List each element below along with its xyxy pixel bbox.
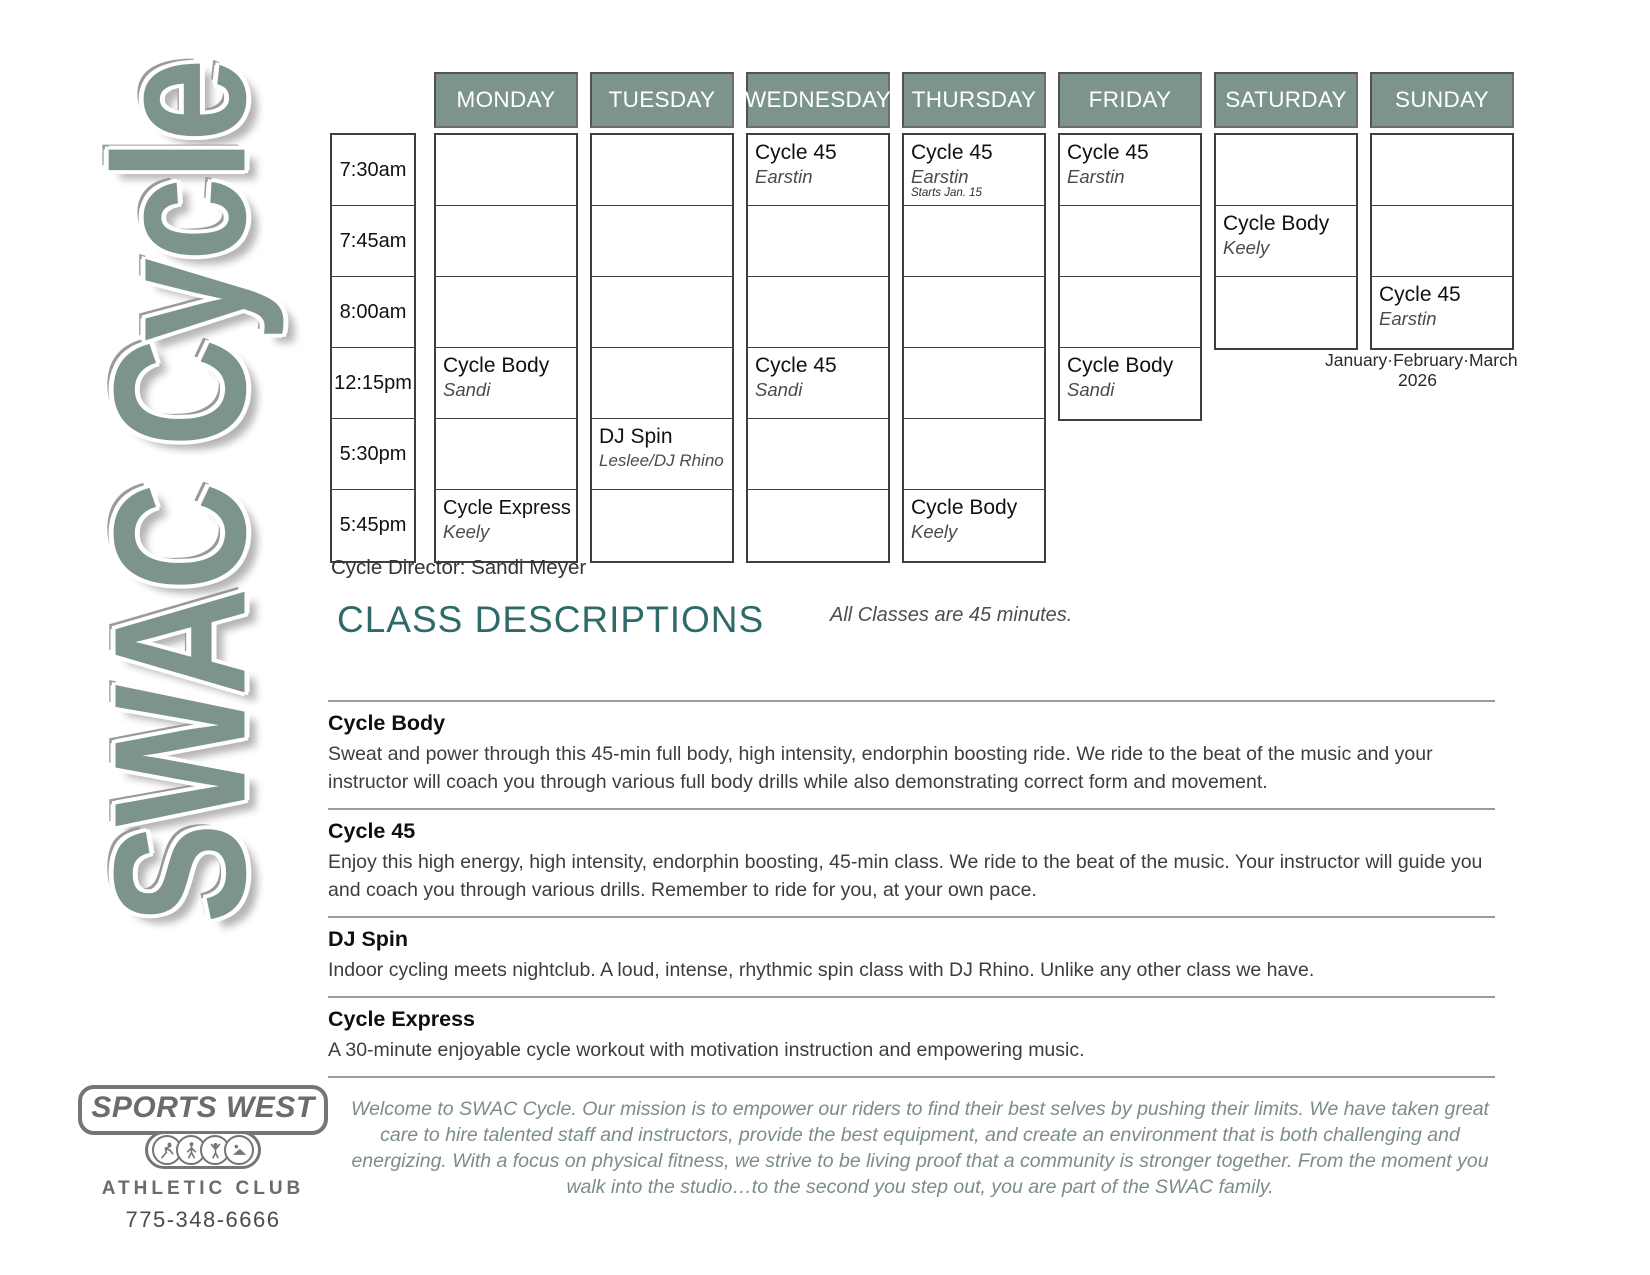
season-year: 2026 <box>1398 370 1437 390</box>
class-title: Cycle 45 <box>1379 283 1461 306</box>
day-header-tuesday: TUESDAY <box>590 72 734 128</box>
class-instructor: Sandi <box>443 379 491 400</box>
logo-sport-icons <box>145 1131 261 1169</box>
class-title: Cycle 45 <box>755 141 837 164</box>
time-label: 12:15pm <box>332 348 414 419</box>
cell-monday-545pm <box>436 490 576 561</box>
column-monday <box>434 72 578 563</box>
description-title: DJ Spin <box>328 927 409 951</box>
cell-sunday-730am <box>1372 135 1512 206</box>
swimmer-icon <box>224 1135 254 1165</box>
time-label: 5:30pm <box>332 419 414 490</box>
sports-west-logo <box>78 1085 328 1233</box>
season-label <box>1325 350 1518 390</box>
description-text: A 30-minute enjoyable cycle workout with motivation instruction and empowering music. <box>328 1039 1085 1061</box>
class-title: Cycle Body <box>443 354 550 377</box>
cell-tuesday-800am <box>592 277 732 348</box>
day-header-wednesday: WEDNESDAY <box>746 72 890 128</box>
class-instructor: Leslee/DJ Rhino <box>599 451 724 470</box>
class-instructor: Keely <box>443 521 490 542</box>
cell-monday-530pm <box>436 419 576 490</box>
description-title: Cycle Body <box>328 711 446 735</box>
cell-tuesday-745am <box>592 206 732 277</box>
cell-sunday-745am <box>1372 206 1512 277</box>
time-label: 8:00am <box>332 277 414 348</box>
description-text: Sweat and power through this 45-min full body, high intensity, endorphin boosting ride. We ride to the beat of the music and your instructor will coach you through various full body drills while also demonstrating correct form and movement. <box>328 743 1433 793</box>
class-title: Cycle Body <box>1067 354 1174 377</box>
season-months: January·February·March <box>1325 350 1518 370</box>
class-note: Starts Jan. 15 <box>911 187 982 199</box>
class-instructor: Earstin <box>911 166 969 187</box>
day-header-friday: FRIDAY <box>1058 72 1202 128</box>
class-instructor: Sandi <box>755 379 803 400</box>
description-title: Cycle Express <box>328 1007 476 1031</box>
cell-sunday-800am <box>1372 277 1512 348</box>
class-descriptions <box>328 700 1495 1078</box>
column-tuesday <box>590 72 734 563</box>
time-label: 5:45pm <box>339 514 407 536</box>
class-title: Cycle Body <box>911 496 1018 519</box>
cell-tuesday-530pm <box>592 419 732 490</box>
day-header-thursday: THURSDAY <box>902 72 1046 128</box>
cell-wednesday-745am <box>748 206 888 277</box>
class-title: DJ Spin <box>599 425 673 448</box>
description-text: Enjoy this high energy, high intensity, endorphin boosting, 45-min class. We ride to the beat of the music. Your instructor will guide you and coach you through various drills. Remember to ride for you, at your own pace. <box>328 851 1483 901</box>
column-friday <box>1058 72 1202 563</box>
time-label: 7:45am <box>332 206 414 277</box>
cell-thursday-730am <box>904 135 1044 206</box>
column-sunday <box>1370 72 1514 563</box>
cell-tuesday-730am <box>592 135 732 206</box>
cell-monday-1215pm <box>436 348 576 419</box>
cell-saturday-800am <box>1216 277 1356 348</box>
description-cycle-45 <box>328 808 1495 916</box>
cell-friday-730am <box>1060 135 1200 206</box>
cell-saturday-730am <box>1216 135 1356 206</box>
description-cycle-express <box>328 996 1495 1078</box>
class-title: Cycle 45 <box>1067 141 1149 164</box>
page-title: SWAC Cycle <box>74 61 285 924</box>
cell-saturday-745am <box>1216 206 1356 277</box>
logo-wordmark: SPORTS WEST <box>78 1085 328 1135</box>
class-instructor: Keely <box>1223 237 1270 258</box>
cell-wednesday-800am <box>748 277 888 348</box>
cell-wednesday-1215pm <box>748 348 888 419</box>
class-instructor: Keely <box>911 521 958 542</box>
cell-monday-730am <box>436 135 576 206</box>
cell-monday-800am <box>436 277 576 348</box>
class-instructor: Earstin <box>1379 308 1437 329</box>
class-instructor: Earstin <box>755 166 813 187</box>
cell-tuesday-545pm <box>592 490 732 561</box>
cell-wednesday-545pm <box>748 490 888 561</box>
cell-thursday-745am <box>904 206 1044 277</box>
class-instructor: Sandi <box>1067 379 1115 400</box>
cell-friday-800am <box>1060 277 1200 348</box>
day-header-sunday: SUNDAY <box>1370 72 1514 128</box>
cycle-director: Cycle Director: Sandi Meyer <box>331 556 587 579</box>
cell-friday-745am <box>1060 206 1200 277</box>
time-column <box>330 133 416 563</box>
welcome-text: Welcome to SWAC Cycle. Our mission is to empower our riders to find their best selves by pushing their limits. We have taken great care to hire talented staff and instructors, provide the best equipment, and create an environment that is both challenging and energizing. With a focus on physical fitness, we strive to be living proof that a community is stronger together. From the moment you walk into the studio…to the second you step out, you are part of the SWAC family. <box>351 1098 1489 1198</box>
cell-wednesday-730am <box>748 135 888 206</box>
column-wednesday <box>746 72 890 563</box>
column-saturday <box>1214 72 1358 563</box>
cell-thursday-545pm <box>904 490 1044 561</box>
descriptions-note: All Classes are 45 minutes. <box>830 604 1073 626</box>
logo-subtitle: ATHLETIC CLUB <box>101 1178 305 1199</box>
description-cycle-body <box>328 700 1495 808</box>
cell-thursday-530pm <box>904 419 1044 490</box>
day-header-monday: MONDAY <box>434 72 578 128</box>
cell-thursday-1215pm <box>904 348 1044 419</box>
cell-monday-745am <box>436 206 576 277</box>
time-label: 7:30am <box>332 135 414 206</box>
description-title: Cycle 45 <box>328 819 416 843</box>
description-dj-spin <box>328 916 1495 996</box>
schedule-grid <box>330 72 1518 563</box>
descriptions-heading: CLASS DESCRIPTIONS <box>337 599 765 640</box>
cell-thursday-800am <box>904 277 1044 348</box>
cell-friday-1215pm <box>1060 348 1200 419</box>
class-title: Cycle Express <box>443 497 571 519</box>
class-title: Cycle 45 <box>755 354 837 377</box>
cell-tuesday-1215pm <box>592 348 732 419</box>
phone-number: 775-348-6666 <box>125 1207 281 1232</box>
cell-wednesday-530pm <box>748 419 888 490</box>
class-title: Cycle Body <box>1223 212 1330 235</box>
day-header-saturday: SATURDAY <box>1214 72 1358 128</box>
column-thursday <box>902 72 1046 563</box>
description-text: Indoor cycling meets nightclub. A loud, intense, rhythmic spin class with DJ Rhino. Unlike any other class we have. <box>328 959 1315 981</box>
class-title: Cycle 45 <box>911 141 993 164</box>
class-instructor: Earstin <box>1067 166 1125 187</box>
